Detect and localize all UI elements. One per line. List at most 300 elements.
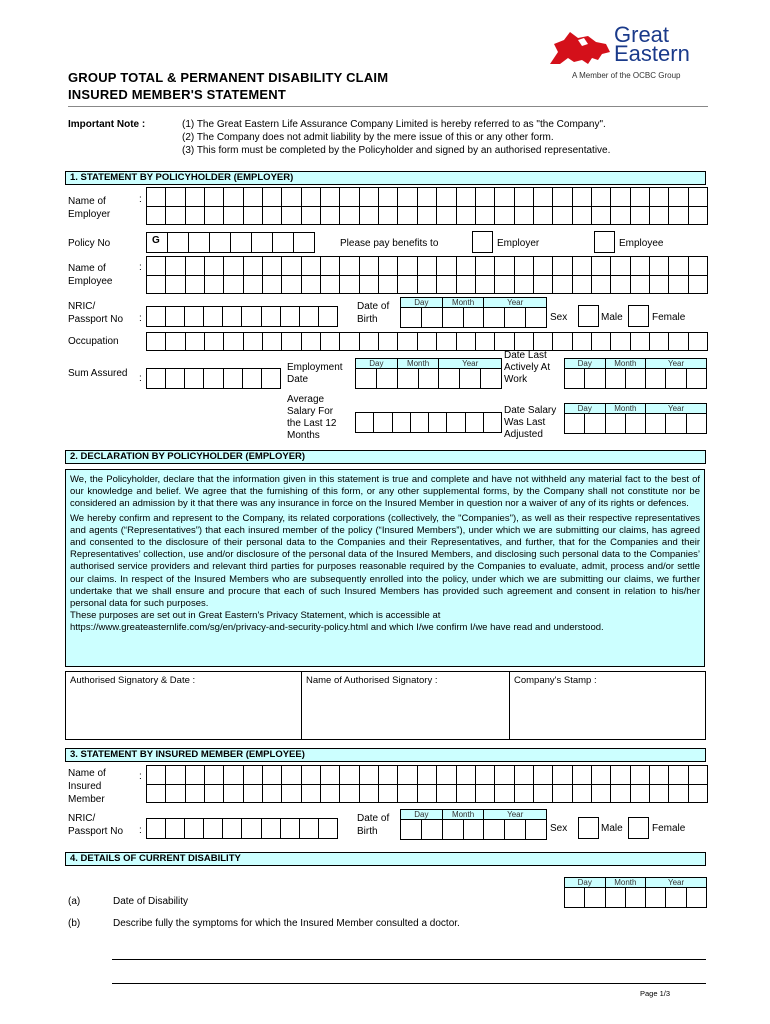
last-work-date-field[interactable] xyxy=(564,358,706,389)
symptoms-line-1[interactable] xyxy=(112,959,706,960)
char-cell[interactable] xyxy=(165,368,185,389)
date-cell[interactable] xyxy=(625,413,646,434)
char-cell[interactable] xyxy=(630,784,650,804)
char-cell[interactable] xyxy=(301,784,321,804)
char-cell[interactable] xyxy=(610,206,630,226)
char-cell[interactable] xyxy=(280,306,300,327)
date-cell[interactable] xyxy=(463,819,485,840)
date-cell[interactable] xyxy=(564,887,585,908)
date-cell[interactable] xyxy=(584,413,605,434)
char-cell[interactable] xyxy=(262,206,282,226)
char-cell[interactable] xyxy=(552,256,572,276)
occupation-field[interactable] xyxy=(146,332,707,351)
char-cell[interactable] xyxy=(397,765,417,785)
char-cell[interactable] xyxy=(436,784,456,804)
char-cell[interactable] xyxy=(165,765,185,785)
char-cell[interactable] xyxy=(146,187,166,207)
char-cell[interactable] xyxy=(301,765,321,785)
char-cell[interactable] xyxy=(262,784,282,804)
char-cell[interactable] xyxy=(630,332,650,351)
char-cell[interactable] xyxy=(223,332,243,351)
char-cell[interactable] xyxy=(222,306,242,327)
char-cell[interactable] xyxy=(610,275,630,295)
char-cell[interactable] xyxy=(203,368,223,389)
char-cell[interactable] xyxy=(514,765,534,785)
char-cell[interactable] xyxy=(649,765,669,785)
char-cell[interactable] xyxy=(243,332,263,351)
char-cell[interactable] xyxy=(243,784,263,804)
char-cell[interactable] xyxy=(475,256,495,276)
char-cell[interactable] xyxy=(243,765,263,785)
date-cell[interactable] xyxy=(483,307,505,328)
char-cell[interactable] xyxy=(223,368,243,389)
char-cell[interactable] xyxy=(262,765,282,785)
policy-no-field[interactable] xyxy=(146,232,314,253)
employee-nric-field[interactable] xyxy=(146,306,337,327)
char-cell[interactable] xyxy=(668,275,688,295)
char-cell[interactable] xyxy=(668,206,688,226)
char-cell[interactable] xyxy=(436,206,456,226)
char-cell[interactable] xyxy=(591,275,611,295)
char-cell[interactable] xyxy=(572,187,592,207)
char-cell[interactable] xyxy=(436,187,456,207)
char-cell[interactable] xyxy=(339,256,359,276)
char-cell[interactable] xyxy=(146,332,166,351)
date-cell[interactable] xyxy=(400,307,422,328)
char-cell[interactable] xyxy=(261,368,281,389)
date-cell[interactable] xyxy=(686,413,707,434)
char-cell[interactable] xyxy=(243,256,263,276)
char-cell[interactable] xyxy=(318,306,338,327)
char-cell[interactable] xyxy=(243,187,263,207)
date-cell[interactable] xyxy=(376,368,398,389)
char-cell[interactable] xyxy=(688,784,708,804)
employment-date-field[interactable] xyxy=(355,358,501,389)
char-cell[interactable] xyxy=(378,275,398,295)
char-cell[interactable] xyxy=(243,275,263,295)
char-cell[interactable] xyxy=(630,275,650,295)
char-cell[interactable] xyxy=(339,765,359,785)
char-cell[interactable] xyxy=(241,306,261,327)
char-cell[interactable] xyxy=(339,275,359,295)
name-of-signatory-box[interactable] xyxy=(301,671,510,740)
char-cell[interactable] xyxy=(373,412,392,433)
employer-name-field[interactable] xyxy=(146,187,707,225)
char-cell[interactable] xyxy=(165,306,185,327)
char-cell[interactable] xyxy=(688,765,708,785)
char-cell[interactable] xyxy=(649,332,669,351)
char-cell[interactable] xyxy=(230,232,252,253)
char-cell[interactable] xyxy=(185,206,205,226)
date-cell[interactable] xyxy=(564,368,585,389)
char-cell[interactable] xyxy=(185,765,205,785)
date-cell[interactable] xyxy=(355,368,377,389)
char-cell[interactable] xyxy=(281,187,301,207)
char-cell[interactable] xyxy=(494,332,514,351)
date-cell[interactable] xyxy=(483,819,505,840)
char-cell[interactable] xyxy=(320,206,340,226)
date-cell[interactable] xyxy=(442,819,464,840)
char-cell[interactable] xyxy=(610,256,630,276)
date-cell[interactable] xyxy=(665,368,686,389)
char-cell[interactable] xyxy=(475,765,495,785)
char-cell[interactable] xyxy=(417,332,437,351)
char-cell[interactable] xyxy=(261,818,281,839)
char-cell[interactable] xyxy=(417,765,437,785)
char-cell[interactable] xyxy=(204,765,224,785)
date-cell[interactable] xyxy=(645,368,666,389)
char-cell[interactable] xyxy=(165,818,185,839)
char-cell[interactable] xyxy=(204,275,224,295)
char-cell[interactable] xyxy=(591,784,611,804)
char-cell[interactable] xyxy=(165,275,185,295)
char-cell[interactable] xyxy=(630,187,650,207)
date-cell[interactable] xyxy=(459,368,481,389)
char-cell[interactable] xyxy=(204,206,224,226)
char-cell[interactable] xyxy=(223,256,243,276)
char-cell[interactable] xyxy=(649,187,669,207)
char-cell[interactable] xyxy=(355,412,374,433)
char-cell[interactable] xyxy=(165,784,185,804)
char-cell[interactable] xyxy=(483,412,502,433)
char-cell[interactable] xyxy=(397,187,417,207)
char-cell[interactable] xyxy=(417,275,437,295)
char-cell[interactable] xyxy=(688,256,708,276)
date-cell[interactable] xyxy=(645,413,666,434)
date-cell[interactable] xyxy=(564,413,585,434)
char-cell[interactable] xyxy=(359,332,379,351)
char-cell[interactable] xyxy=(261,306,281,327)
date-cell[interactable] xyxy=(418,368,440,389)
char-cell[interactable] xyxy=(184,818,204,839)
char-cell[interactable] xyxy=(146,765,166,785)
char-cell[interactable] xyxy=(456,206,476,226)
char-cell[interactable] xyxy=(475,275,495,295)
char-cell[interactable] xyxy=(320,332,340,351)
char-cell[interactable] xyxy=(572,206,592,226)
char-cell[interactable] xyxy=(301,256,321,276)
char-cell[interactable] xyxy=(281,765,301,785)
char-cell[interactable] xyxy=(320,187,340,207)
char-cell[interactable] xyxy=(456,187,476,207)
char-cell[interactable] xyxy=(146,784,166,804)
char-cell[interactable] xyxy=(410,412,429,433)
char-cell[interactable] xyxy=(630,256,650,276)
char-cell[interactable] xyxy=(649,275,669,295)
char-cell[interactable] xyxy=(167,232,189,253)
date-cell[interactable] xyxy=(400,819,422,840)
char-cell[interactable] xyxy=(281,275,301,295)
char-cell[interactable] xyxy=(533,332,553,351)
char-cell[interactable] xyxy=(299,306,319,327)
char-cell[interactable] xyxy=(281,784,301,804)
char-cell[interactable] xyxy=(301,206,321,226)
authorised-signatory-box[interactable] xyxy=(65,671,302,740)
char-cell[interactable] xyxy=(688,275,708,295)
char-cell[interactable] xyxy=(188,232,210,253)
insured-male-checkbox[interactable] xyxy=(578,817,599,839)
date-cell[interactable] xyxy=(584,887,605,908)
char-cell[interactable] xyxy=(552,275,572,295)
company-stamp-box[interactable] xyxy=(509,671,706,740)
char-cell[interactable] xyxy=(397,332,417,351)
date-cell[interactable] xyxy=(665,887,686,908)
char-cell[interactable] xyxy=(185,784,205,804)
salary-adjusted-date-field[interactable] xyxy=(564,403,706,434)
date-cell[interactable] xyxy=(438,368,460,389)
char-cell[interactable] xyxy=(280,818,300,839)
char-cell[interactable] xyxy=(417,784,437,804)
char-cell[interactable] xyxy=(649,206,669,226)
char-cell[interactable] xyxy=(533,765,553,785)
date-cell[interactable] xyxy=(525,307,547,328)
char-cell[interactable] xyxy=(610,332,630,351)
date-cell[interactable] xyxy=(442,307,464,328)
date-cell[interactable] xyxy=(625,368,646,389)
date-cell[interactable] xyxy=(645,887,666,908)
sum-assured-field[interactable] xyxy=(146,368,280,389)
insured-dob-field[interactable] xyxy=(400,809,546,840)
char-cell[interactable] xyxy=(446,412,465,433)
char-cell[interactable] xyxy=(223,275,243,295)
char-cell[interactable] xyxy=(223,784,243,804)
char-cell[interactable] xyxy=(397,256,417,276)
char-cell[interactable] xyxy=(262,187,282,207)
char-cell[interactable] xyxy=(668,332,688,351)
employee-checkbox[interactable] xyxy=(594,231,615,253)
char-cell[interactable] xyxy=(392,412,411,433)
char-cell[interactable] xyxy=(591,256,611,276)
char-cell[interactable] xyxy=(591,332,611,351)
char-cell[interactable] xyxy=(378,332,398,351)
char-cell[interactable] xyxy=(630,206,650,226)
char-cell[interactable] xyxy=(281,332,301,351)
char-cell[interactable] xyxy=(165,206,185,226)
char-cell[interactable] xyxy=(494,275,514,295)
char-cell[interactable] xyxy=(475,332,495,351)
char-cell[interactable] xyxy=(572,784,592,804)
char-cell[interactable] xyxy=(223,765,243,785)
char-cell[interactable] xyxy=(320,765,340,785)
char-cell[interactable] xyxy=(552,187,572,207)
char-cell[interactable] xyxy=(494,784,514,804)
char-cell[interactable] xyxy=(630,765,650,785)
char-cell[interactable] xyxy=(320,275,340,295)
char-cell[interactable] xyxy=(533,206,553,226)
char-cell[interactable] xyxy=(185,187,205,207)
char-cell[interactable] xyxy=(465,412,484,433)
char-cell[interactable] xyxy=(339,784,359,804)
char-cell[interactable] xyxy=(359,256,379,276)
char-cell[interactable] xyxy=(185,256,205,276)
char-cell[interactable] xyxy=(281,206,301,226)
char-cell[interactable] xyxy=(146,306,166,327)
char-cell[interactable] xyxy=(668,784,688,804)
char-cell[interactable] xyxy=(475,187,495,207)
insured-nric-field[interactable] xyxy=(146,818,337,839)
char-cell[interactable] xyxy=(533,256,553,276)
char-cell[interactable] xyxy=(281,256,301,276)
avg-salary-field[interactable] xyxy=(355,412,501,433)
char-cell[interactable] xyxy=(591,765,611,785)
char-cell[interactable] xyxy=(146,256,166,276)
char-cell[interactable] xyxy=(320,784,340,804)
char-cell[interactable] xyxy=(184,368,204,389)
employee-name-field[interactable] xyxy=(146,256,707,294)
char-cell[interactable] xyxy=(397,275,417,295)
char-cell[interactable] xyxy=(688,187,708,207)
char-cell[interactable] xyxy=(146,206,166,226)
char-cell[interactable] xyxy=(223,206,243,226)
char-cell[interactable] xyxy=(688,206,708,226)
char-cell[interactable] xyxy=(241,818,261,839)
char-cell[interactable] xyxy=(688,332,708,351)
date-cell[interactable] xyxy=(625,887,646,908)
char-cell[interactable] xyxy=(456,784,476,804)
char-cell[interactable] xyxy=(209,232,231,253)
char-cell[interactable] xyxy=(417,256,437,276)
date-cell[interactable] xyxy=(504,819,526,840)
char-cell[interactable] xyxy=(203,306,223,327)
char-cell[interactable] xyxy=(301,332,321,351)
char-cell[interactable] xyxy=(514,206,534,226)
symptoms-line-2[interactable] xyxy=(112,983,706,984)
date-cell[interactable] xyxy=(421,819,443,840)
date-cell[interactable] xyxy=(584,368,605,389)
char-cell[interactable] xyxy=(378,187,398,207)
char-cell[interactable] xyxy=(572,332,592,351)
date-cell[interactable] xyxy=(480,368,502,389)
char-cell[interactable] xyxy=(165,332,185,351)
char-cell[interactable] xyxy=(359,765,379,785)
char-cell[interactable] xyxy=(610,765,630,785)
char-cell[interactable] xyxy=(146,368,166,389)
char-cell[interactable] xyxy=(436,765,456,785)
male-checkbox[interactable] xyxy=(578,305,599,327)
char-cell[interactable] xyxy=(456,332,476,351)
char-cell[interactable] xyxy=(397,206,417,226)
char-cell[interactable] xyxy=(514,275,534,295)
char-cell[interactable] xyxy=(591,206,611,226)
date-cell[interactable] xyxy=(605,887,626,908)
char-cell[interactable] xyxy=(494,187,514,207)
char-cell[interactable] xyxy=(184,306,204,327)
date-cell[interactable] xyxy=(665,413,686,434)
char-cell[interactable] xyxy=(204,256,224,276)
char-cell[interactable] xyxy=(243,206,263,226)
char-cell[interactable] xyxy=(572,256,592,276)
char-cell[interactable] xyxy=(514,332,534,351)
char-cell[interactable] xyxy=(456,765,476,785)
char-cell[interactable] xyxy=(339,187,359,207)
char-cell[interactable] xyxy=(165,256,185,276)
char-cell[interactable] xyxy=(533,187,553,207)
char-cell[interactable] xyxy=(572,765,592,785)
char-cell[interactable] xyxy=(572,275,592,295)
employer-checkbox[interactable] xyxy=(472,231,493,253)
char-cell[interactable] xyxy=(222,818,242,839)
char-cell[interactable] xyxy=(514,784,534,804)
char-cell[interactable] xyxy=(417,187,437,207)
date-cell[interactable] xyxy=(686,887,707,908)
disability-date-field[interactable] xyxy=(564,877,706,908)
char-cell[interactable] xyxy=(436,256,456,276)
female-checkbox[interactable] xyxy=(628,305,649,327)
char-cell[interactable] xyxy=(378,784,398,804)
char-cell[interactable] xyxy=(320,256,340,276)
insured-name-field[interactable] xyxy=(146,765,707,803)
char-cell[interactable] xyxy=(649,784,669,804)
char-cell[interactable] xyxy=(591,187,611,207)
char-cell[interactable] xyxy=(428,412,447,433)
char-cell[interactable] xyxy=(378,256,398,276)
char-cell[interactable] xyxy=(378,206,398,226)
char-cell[interactable] xyxy=(533,275,553,295)
char-cell[interactable] xyxy=(251,232,273,253)
char-cell[interactable] xyxy=(146,275,166,295)
char-cell[interactable] xyxy=(649,256,669,276)
char-cell[interactable] xyxy=(204,332,224,351)
char-cell[interactable] xyxy=(242,368,262,389)
char-cell[interactable] xyxy=(299,818,319,839)
char-cell[interactable] xyxy=(203,818,223,839)
char-cell[interactable] xyxy=(475,206,495,226)
char-cell[interactable] xyxy=(223,187,243,207)
char-cell[interactable] xyxy=(301,275,321,295)
char-cell[interactable] xyxy=(494,256,514,276)
char-cell[interactable] xyxy=(339,206,359,226)
char-cell[interactable] xyxy=(668,765,688,785)
char-cell[interactable] xyxy=(552,765,572,785)
char-cell[interactable] xyxy=(456,275,476,295)
char-cell[interactable] xyxy=(185,332,205,351)
char-cell[interactable] xyxy=(610,187,630,207)
char-cell[interactable] xyxy=(318,818,338,839)
char-cell[interactable] xyxy=(339,332,359,351)
char-cell[interactable] xyxy=(668,256,688,276)
char-cell[interactable] xyxy=(397,784,417,804)
date-cell[interactable] xyxy=(605,413,626,434)
date-cell[interactable] xyxy=(463,307,485,328)
char-cell[interactable] xyxy=(552,784,572,804)
date-cell[interactable] xyxy=(397,368,419,389)
char-cell[interactable] xyxy=(533,784,553,804)
char-cell[interactable] xyxy=(417,206,437,226)
date-cell[interactable] xyxy=(605,368,626,389)
char-cell[interactable] xyxy=(293,232,315,253)
date-cell[interactable] xyxy=(504,307,526,328)
date-cell[interactable] xyxy=(421,307,443,328)
date-cell[interactable] xyxy=(686,368,707,389)
char-cell[interactable] xyxy=(436,275,456,295)
char-cell[interactable] xyxy=(514,256,534,276)
char-cell[interactable] xyxy=(359,784,379,804)
char-cell[interactable] xyxy=(456,256,476,276)
char-cell[interactable] xyxy=(359,275,379,295)
char-cell[interactable] xyxy=(185,275,205,295)
char-cell[interactable] xyxy=(494,206,514,226)
char-cell[interactable] xyxy=(262,275,282,295)
char-cell[interactable] xyxy=(552,206,572,226)
char-cell[interactable] xyxy=(359,187,379,207)
char-cell[interactable] xyxy=(359,206,379,226)
employee-dob-field[interactable] xyxy=(400,297,546,328)
char-cell[interactable] xyxy=(475,784,495,804)
char-cell[interactable] xyxy=(262,332,282,351)
char-cell[interactable] xyxy=(301,187,321,207)
char-cell[interactable] xyxy=(552,332,572,351)
char-cell[interactable] xyxy=(494,765,514,785)
